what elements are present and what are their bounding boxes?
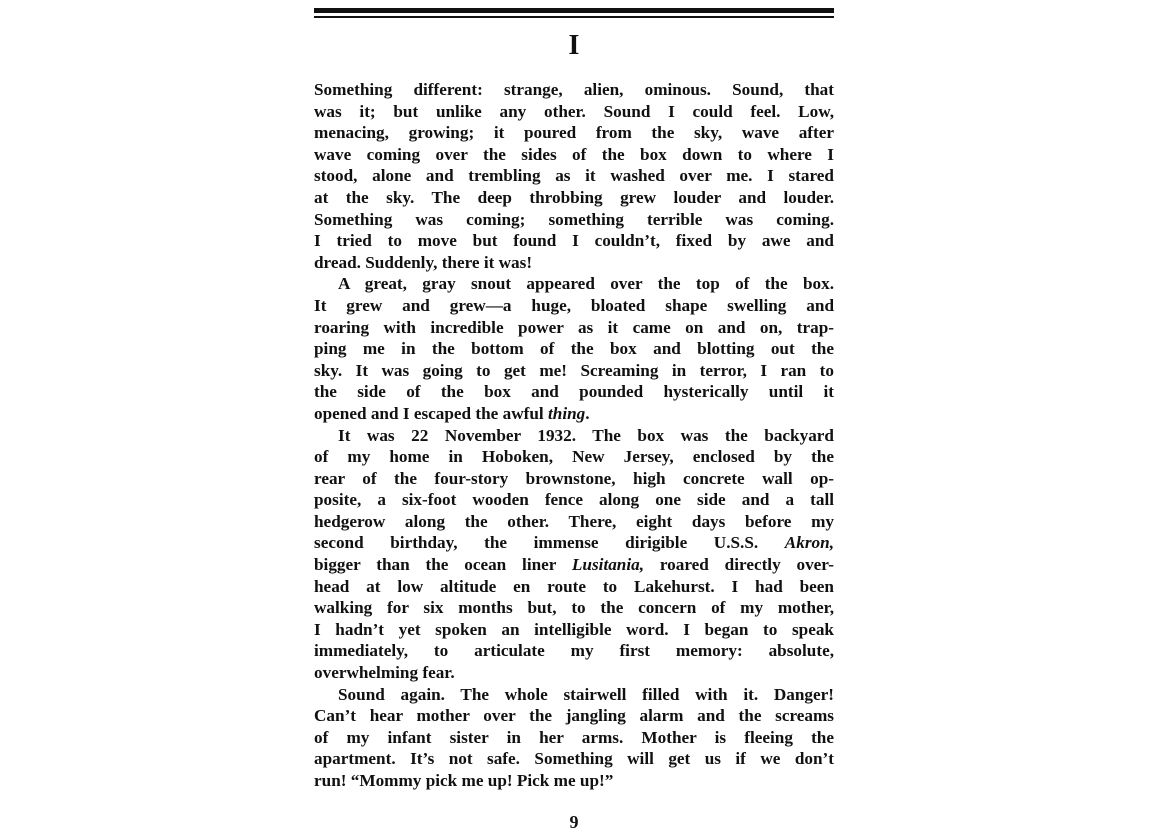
italic-word: Lusitania, bbox=[571, 555, 645, 575]
body-text bbox=[314, 79, 834, 792]
text-line: wave coming over the sides of the box down to where I bbox=[314, 144, 834, 164]
text-segment: . bbox=[585, 403, 590, 423]
text-line: hedgerow along the other. There, eight days before my bbox=[314, 511, 834, 531]
text-line: It was 22 November 1932. The box was the backyard bbox=[338, 425, 834, 445]
text-line: Something was coming; something terrible was coming. bbox=[314, 209, 834, 229]
text-line: posite, a six-foot wooden fence along one side and a tall bbox=[314, 490, 834, 510]
italic-word: thing bbox=[547, 403, 586, 423]
text-line: rear of the four-story brownstone, high concrete wall op- bbox=[314, 468, 834, 488]
text-line: menacing, growing; it poured from the sky, wave after bbox=[314, 123, 834, 143]
text-line: I tried to move but found I couldn’t, fixed by awe and bbox=[314, 231, 834, 251]
text-line: run! “Mommy pick me up! Pick me up!” bbox=[314, 771, 614, 790]
text-line: Sound again. The whole stairwell filled with it. Danger! bbox=[338, 684, 834, 704]
text-line bbox=[314, 403, 834, 425]
text-line: walking for six months but, to the concern of my mother, bbox=[314, 598, 834, 618]
text-line: apartment. It’s not safe. Something will get us if we don’t bbox=[314, 749, 834, 769]
text-segment: opened and I escaped the awful bbox=[314, 403, 548, 423]
text-line: was it; but unlike any other. Sound I could feel. Low, bbox=[314, 101, 834, 121]
header-rule-thick bbox=[314, 8, 834, 13]
text-line: I hadn’t yet spoken an intelligible word. I began to speak bbox=[314, 619, 834, 639]
text-line: head at low altitude en route to Lakehurst. I had been bbox=[314, 576, 834, 596]
paragraph-1 bbox=[314, 79, 834, 273]
text-line: the side of the box and pounded hysterically until it bbox=[314, 382, 834, 402]
text-line: Can’t hear mother over the jangling alarm and the screams bbox=[314, 706, 834, 726]
paragraph-3 bbox=[314, 425, 834, 684]
page-number: 9 bbox=[569, 812, 579, 832]
text-line: It grew and grew—a huge, bloated shape swelling and bbox=[314, 295, 834, 315]
text-line: Something different: strange, alien, ominous. Sound, that bbox=[314, 80, 834, 99]
text-line: roaring with incredible power as it came on and on, trap- bbox=[314, 317, 834, 337]
book-page bbox=[314, 8, 834, 834]
italic-word: Akron, bbox=[784, 533, 834, 553]
text-line: at the sky. The deep throbbing grew louder and louder. bbox=[314, 187, 834, 207]
text-line: overwhelming fear. bbox=[314, 663, 455, 683]
text-line: immediately, to articulate my first memory: absolute, bbox=[314, 641, 834, 661]
text-line: dread. Suddenly, there it was! bbox=[314, 252, 533, 272]
text-segment: roared directly over- bbox=[644, 555, 835, 575]
paragraph-2 bbox=[314, 273, 834, 424]
paragraph-4 bbox=[314, 684, 834, 792]
text-segment: second birthday, the immense dirigible U.S.S. bbox=[314, 533, 785, 553]
header-rule-thin bbox=[314, 16, 834, 18]
chapter-number: I bbox=[568, 30, 580, 61]
text-line: A great, gray snout appeared over the top of the box. bbox=[338, 274, 834, 294]
text-segment: bigger than the ocean liner bbox=[314, 555, 572, 575]
text-line bbox=[314, 554, 834, 576]
text-line: of my home in Hoboken, New Jersey, enclosed by the bbox=[314, 447, 834, 467]
text-line: ping me in the bottom of the box and blotting out the bbox=[314, 339, 834, 359]
text-line: of my infant sister in her arms. Mother is fleeing the bbox=[314, 727, 834, 747]
text-line bbox=[314, 532, 834, 554]
text-line: stood, alone and trembling as it washed over me. I stared bbox=[314, 166, 834, 186]
text-line: sky. It was going to get me! Screaming in terror, I ran to bbox=[314, 360, 834, 380]
